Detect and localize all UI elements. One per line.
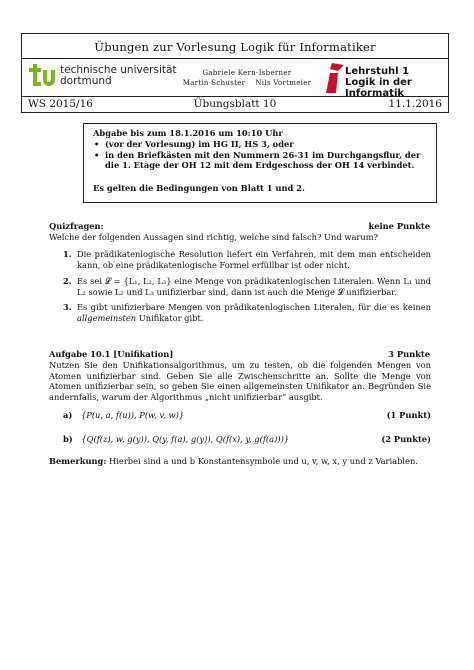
quiz-item	[49, 276, 431, 297]
subtask	[63, 434, 431, 445]
task-description: Nutzen Sie den Unifikationsalgorithmus, um zu testen, ob die folgenden Mengen von Atomen unifizierbar sind. Geben Sie alle Zwischenschritte an. Sollte die Menge von Atomen unifizierbar sein, so geben Sie einen allgemeinsten Unifikator an. Begründen Sie andernfalls, warum der Algorithmus „nicht unifizierbar“ ausgibt.	[49, 360, 431, 402]
university-line-1: technische universität	[60, 64, 177, 76]
tu-dortmund-logo-icon	[28, 64, 56, 90]
university-line-2: dortmund	[60, 75, 112, 87]
quiz-intro: Welche der folgenden Aussagen sind richtig, welche sind falsch? Und warum?	[49, 232, 379, 242]
remark-text: Hierbei sind a und b Konstantensymbole und u, v, w, x, y und z Variablen.	[109, 456, 418, 466]
subtask-label: a)	[63, 410, 73, 420]
author-line-2: Martin Schuster Nils Vortmeier	[182, 79, 312, 87]
submission-option-text: (vor der Vorlesung) im HG II, HS 3, oder	[105, 139, 294, 149]
semester-label: WS 2015/16	[28, 98, 93, 110]
deadline-conditions: Es gelten die Bedingungen von Blatt 1 und 2.	[93, 183, 305, 193]
deadline-box	[83, 123, 437, 203]
subtask-points: (2 Punkte)	[381, 434, 431, 444]
chair-logo-icon	[324, 63, 344, 93]
sheet-info-bar	[21, 96, 449, 113]
deadline-heading: Abgabe bis zum 18.1.2016 um 10:10 Uhr	[93, 128, 283, 138]
submission-option-text: in den Briefkästen mit den Nummern 26-31 im Durchgangsflur, der die 1. Etage der OH 12 mit dem Erdgeschoss der OH 14 verbindet.	[105, 149, 421, 171]
sheet-number: Übungsblatt 10	[193, 98, 277, 110]
sheet-header	[21, 33, 449, 97]
subtask	[63, 410, 431, 421]
task-title: Aufgabe 10.1 [Unifikation]	[49, 349, 174, 359]
quiz-item-text-part: Es gibt unifizierbare Mengen von prädikatenlogischen Literalen, für die es keinen	[77, 302, 431, 312]
submission-option	[93, 139, 425, 150]
subtask-points: (1 Punkt)	[386, 410, 431, 420]
quiz-item-text-part: Unifikator gibt.	[136, 312, 204, 323]
header-divider	[22, 58, 448, 59]
remark-label: Bemerkung:	[49, 456, 107, 466]
issue-date: 11.1.2016	[388, 98, 442, 110]
quiz-item-number: 2.	[63, 276, 72, 286]
quiz-title: Quizfragen:	[49, 221, 104, 231]
remark	[49, 456, 431, 467]
chair-line-2: Logik in der Informatik	[345, 77, 412, 99]
bullet-icon: •	[94, 139, 100, 149]
author-line-1: Gabriele Kern-Isberner	[202, 69, 292, 77]
quiz-item	[49, 249, 431, 270]
quiz-item-text	[77, 302, 431, 323]
university-name	[60, 65, 177, 87]
quiz-item-number: 3.	[63, 302, 72, 312]
quiz-item-text: Es sei 𝓛 = {L₁, L₂, L₃} eine Menge von prädikatenlogischen Literalen. Wenn L₁ und L₂ sowie L₂ und L₃ unifizierbar sind, dann ist auch die Menge 𝓛 unifizierbar.	[77, 276, 431, 297]
subtask-label: b)	[63, 434, 73, 444]
chair-name	[345, 66, 448, 99]
subtask-formula: {Q(f(z), w, g(y)), Q(y, f(a), g(y)), Q(f(x), y, g(f(a)))}	[81, 434, 290, 444]
chair-line-1: Lehrstuhl 1	[345, 66, 410, 77]
quiz-item-text: Die prädikatenlogische Resolution liefert ein Verfahren, mit dem man entscheiden kann, ob eine prädikatenlogische Formel erfüllbar ist oder nicht.	[77, 249, 431, 270]
quiz-item-emphasis: allgemeinsten	[77, 312, 137, 323]
quiz-item	[49, 302, 431, 323]
quiz-points: keine Punkte	[368, 221, 430, 231]
task-points: 3 Punkte	[388, 349, 430, 359]
subtask-formula: {P(u, a, f(u)), P(w, v, w)}	[80, 410, 185, 420]
quiz-item-number: 1.	[63, 249, 72, 259]
submission-option	[93, 150, 425, 171]
submission-list	[93, 139, 425, 171]
course-title: Übungen zur Vorlesung Logik für Informatiker	[94, 40, 376, 54]
author-list	[172, 68, 322, 88]
bullet-icon: •	[94, 149, 100, 160]
